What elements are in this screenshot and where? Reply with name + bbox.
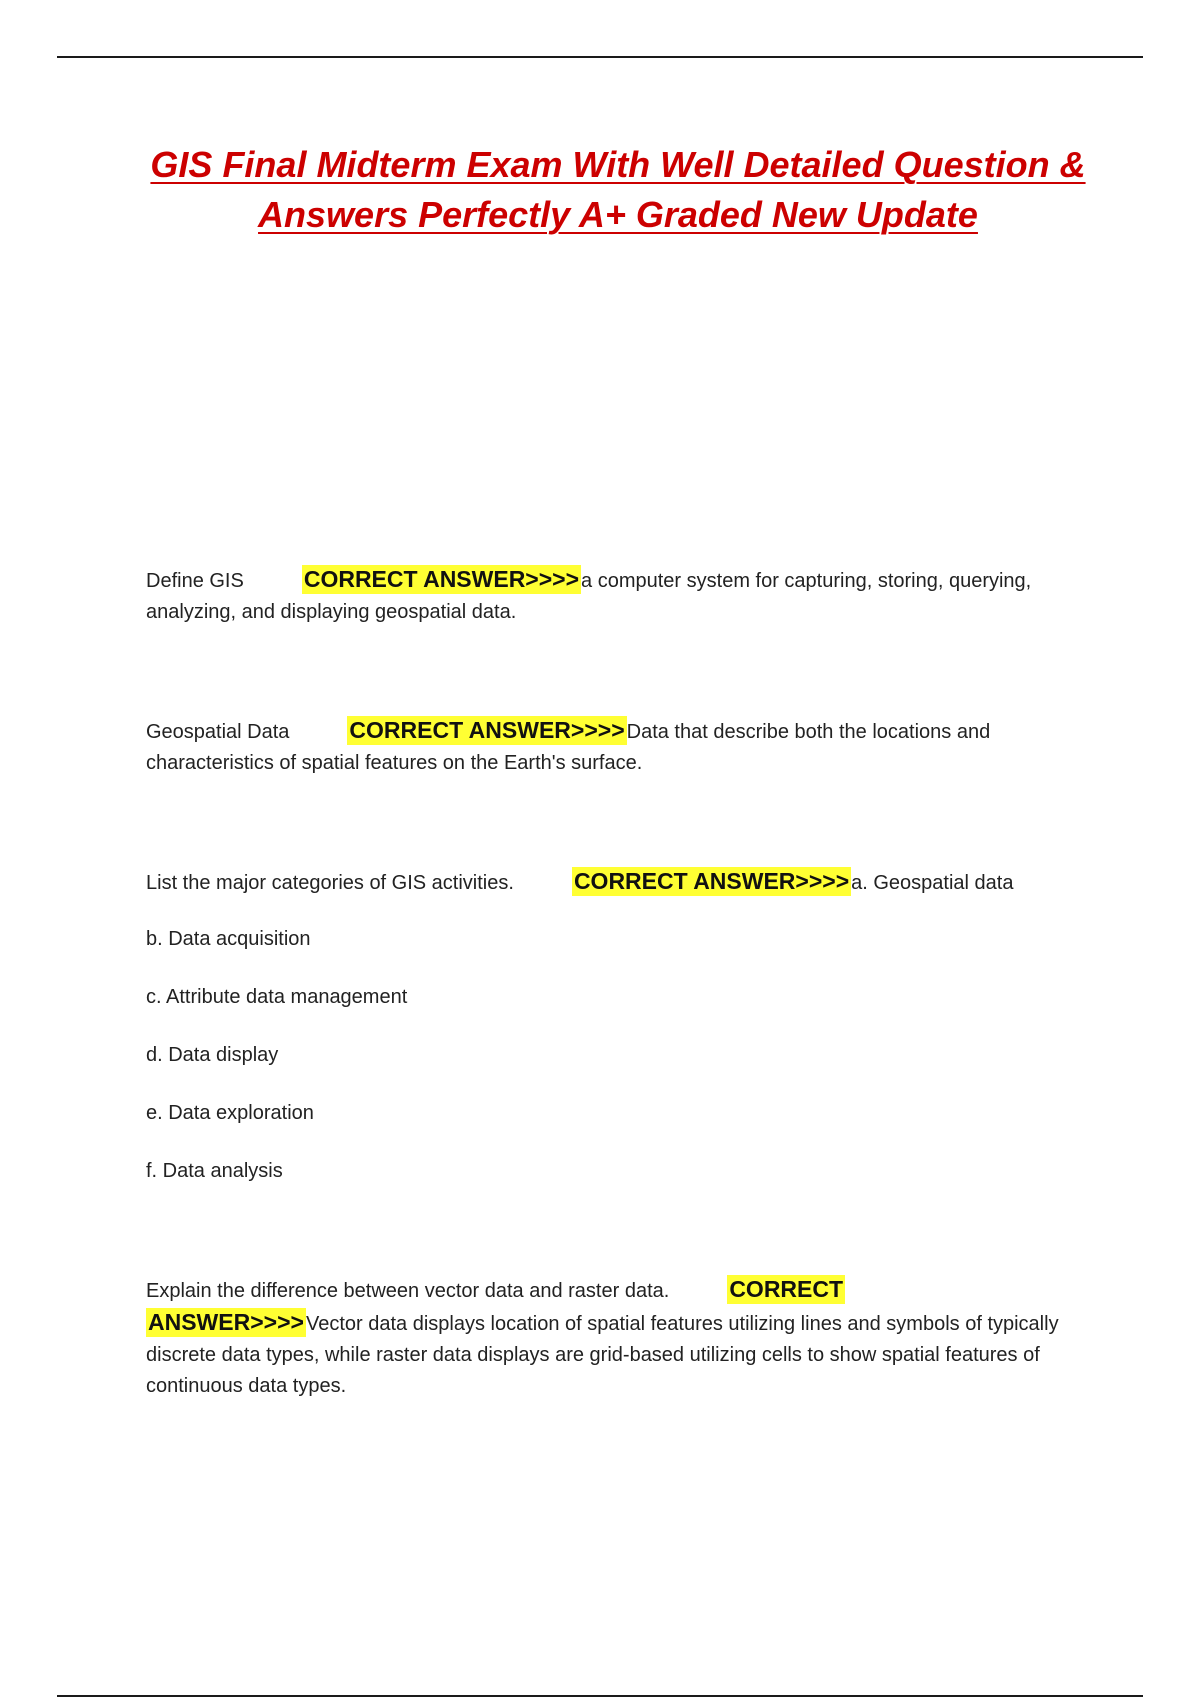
correct-answer-marker: CORRECT ANSWER>>>> — [349, 717, 625, 743]
title-line-1: GIS Final Midterm Exam With Well Detailed Question & — [150, 144, 1086, 185]
correct-answer-marker: CORRECT ANSWER>>>> — [573, 868, 850, 894]
answer-text: a. Geospatial data — [851, 872, 1014, 894]
list-item: e. Data exploration — [146, 1102, 314, 1124]
question-text: Geospatial Data — [146, 721, 290, 743]
question-text: List the major categories of GIS activities. — [146, 872, 514, 894]
qa-item-gis-activities — [146, 866, 1096, 899]
answer-text: Data that describe both the locations and characteristics of spatial features on the Earth's surface. — [146, 721, 991, 774]
question-text: Define GIS — [146, 570, 244, 592]
top-rule — [57, 56, 1143, 58]
qa-item-define-gis — [146, 564, 1096, 628]
list-item: f. Data analysis — [146, 1160, 283, 1182]
qa-item-vector-raster — [146, 1274, 1096, 1402]
question-text: Explain the difference between vector data and raster data. — [146, 1280, 670, 1302]
title-line-2: Answers Perfectly A+ Graded New Update — [258, 194, 978, 235]
list-item: d. Data display — [146, 1044, 279, 1066]
correct-answer-marker-part1: CORRECT — [729, 1276, 844, 1302]
qa-item-geospatial-data — [146, 715, 1096, 779]
document-title — [120, 140, 1116, 240]
correct-answer-marker-part2: ANSWER>>>> — [148, 1309, 304, 1335]
answer-text: Vector data displays location of spatial features utilizing lines and symbols of typically discrete data types, while raster data displays are grid-based utilizing cells to show spatial features of continuous data types. — [146, 1313, 1059, 1397]
list-item: b. Data acquisition — [146, 928, 311, 950]
list-item: c. Attribute data management — [146, 986, 408, 1008]
bottom-rule — [57, 1695, 1143, 1697]
correct-answer-marker: CORRECT ANSWER>>>> — [303, 566, 580, 592]
answer-text: a computer system for capturing, storing, querying, analyzing, and displaying geospatial data. — [146, 570, 1032, 623]
